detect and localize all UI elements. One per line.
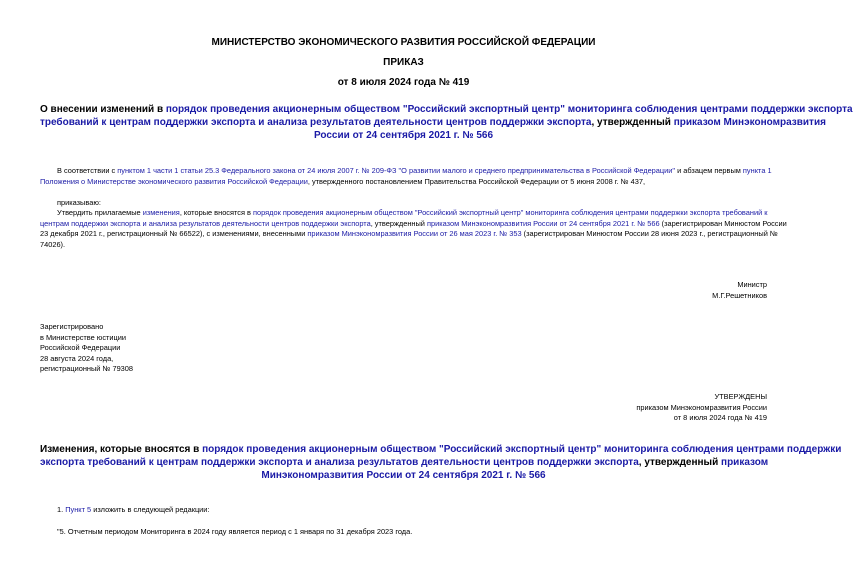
procedure-link-2[interactable]: порядок проведения акционерным обществом "Российский экспортный центр" мониторинга соблюдения центрами поддержки экспорта требований к	[253, 208, 768, 217]
federal-law-link[interactable]: пунктом 1 части 1 статьи 25.3 Федерального закона от 24 июля 2007 г. № 209-ФЗ "О развитии малого и среднего предпринимательства в Российской Федерации"	[117, 166, 676, 175]
procedure-link-3[interactable]: порядок проведения акционерным обществом "Российский экспортный центр" мониторинга соблюдения центрами поддержки	[202, 444, 842, 455]
approve-text: Утвердить прилагаемые	[57, 208, 143, 217]
registration-line: 28 августа 2024 года,	[40, 353, 114, 363]
item-1-text: изложить в следующей редакции:	[91, 505, 210, 514]
order-link-cont[interactable]: России от 24 сентября 2021 г. № 566	[313, 130, 494, 141]
approve-text-2: , которые вносятся в	[179, 208, 254, 217]
item-new-text: "5. Отчетным периодом Мониторинга в 2024 году является период с 1 января по 31 декабря 2023 года.	[57, 527, 413, 536]
changes-link[interactable]: изменения	[142, 208, 180, 217]
paragraph-1-link[interactable]: пункта 1	[742, 166, 772, 175]
approve-paragraph	[57, 208, 768, 219]
signature	[712, 280, 767, 301]
registration-line: регистрационный № 79308	[40, 364, 134, 373]
changes-title	[40, 443, 842, 482]
preamble-text-3: , утвержденного постановлением Правительства Российской Федерации от 5 июня 2008 г. № 437,	[307, 176, 646, 186]
regulation-link[interactable]: Положения о Министерстве экономического развития Российской Федерации	[40, 176, 308, 186]
procedure-link-3-cont[interactable]: экспорта требований к центрам поддержки экспорта и анализа результатов деятельности центров поддержки экспорта	[40, 457, 639, 468]
order-link-3-cont[interactable]: Минэкономразвития России от 24 сентября 2021 г. № 566	[261, 470, 546, 481]
signature-name: М.Г.Решетников	[712, 290, 767, 300]
approved-block	[636, 392, 767, 424]
order-word: приказываю:	[57, 198, 101, 207]
changes-title-text: Изменения, которые вносятся в	[40, 444, 203, 455]
order-link[interactable]: приказом Минэкономразвития	[673, 117, 826, 128]
preamble	[57, 166, 772, 177]
approve-text-6: (зарегистрирован Минюстом России 28 июня 2023 г., регистрационный №	[521, 229, 778, 238]
procedure-link-cont[interactable]: требований к центрам поддержки экспорта и анализа результатов деятельности центров поддержки экспорта	[40, 117, 592, 128]
order-566-link[interactable]: приказом Минэкономразвития России от 24 сентября 2021 г. № 566	[426, 218, 660, 228]
approve-text-3: , утвержденный	[370, 218, 427, 228]
registration-block	[40, 322, 133, 375]
registration-line: в Министерстве юстиции	[40, 332, 127, 342]
approve-text-4: (зарегистрирован Минюстом России	[659, 218, 787, 228]
order-353-link[interactable]: приказом Минэкономразвития России от 26 мая 2023 г. № 353	[307, 229, 522, 238]
title-text-2: , утвержденный	[591, 117, 674, 128]
point-5-link[interactable]: Пункт 5	[65, 505, 92, 514]
approved-line: от 8 июля 2024 года № 419	[673, 413, 767, 422]
ministry-name: МИНИСТЕРСТВО ЭКОНОМИЧЕСКОГО РАЗВИТИЯ РОССИЙСКОЙ ФЕДЕРАЦИИ	[211, 37, 596, 48]
approved-line: приказом Минэкономразвития России	[636, 402, 767, 412]
approve-line-2	[40, 219, 787, 251]
signature-position: Министр	[737, 280, 767, 289]
registration-line: Зарегистрировано	[40, 322, 104, 331]
approve-text-7: 74026).	[40, 239, 66, 249]
approve-text-5: 23 декабря 2021 г., регистрационный № 66522), с изменениями, внесенными	[40, 229, 308, 238]
approved-line: УТВЕРЖДЕНЫ	[714, 392, 767, 401]
procedure-link-2-cont[interactable]: центрам поддержки экспорта и анализа результатов деятельности центров поддержки экспорта	[40, 218, 371, 228]
preamble-text-2: и абзацем первым	[675, 166, 743, 175]
item-1-number: 1.	[57, 505, 66, 514]
title-text: О внесении изменений в	[40, 104, 166, 115]
preamble-line-2	[40, 177, 645, 188]
doc-type: ПРИКАЗ	[383, 57, 424, 68]
document-title	[40, 103, 853, 142]
procedure-link[interactable]: порядок проведения акционерным обществом "Российский экспортный центр" мониторинга соблюдения центрами поддержки экспорта	[165, 104, 853, 115]
changes-title-text-2: , утвержденный	[638, 457, 722, 468]
doc-date-number: от 8 июля 2024 года № 419	[337, 77, 470, 88]
item-1	[57, 505, 210, 516]
preamble-text: В соответствии с	[57, 166, 118, 175]
registration-line: Российской Федерации	[40, 343, 121, 352]
order-link-3[interactable]: приказом	[721, 457, 769, 468]
